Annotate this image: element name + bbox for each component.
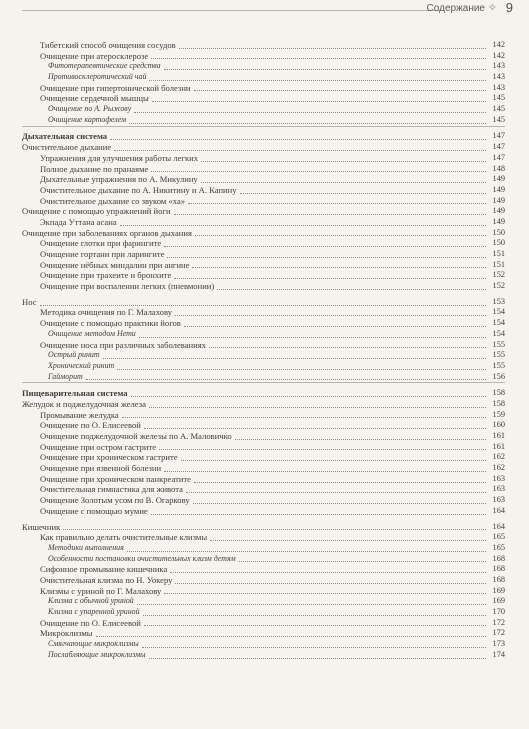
dot-leader (114, 150, 486, 151)
toc-entry[interactable] (22, 104, 505, 115)
toc-entry[interactable] (22, 281, 505, 292)
toc-entry-title: Тибетский способ очищения сосудов (40, 39, 176, 50)
toc-page-number: 164 (492, 521, 505, 531)
toc-page-number: 151 (492, 259, 505, 269)
toc-entry-title: Очищение носа при различных заболеваниях (40, 339, 206, 350)
toc-entry-title: Очищение методом Нети (48, 328, 136, 338)
toc-entry-title: Дыхательная система (22, 131, 108, 142)
toc-page-number: 170 (492, 607, 505, 617)
toc-page-number: 163 (492, 495, 505, 505)
dot-leader (151, 58, 486, 59)
toc-entry[interactable] (22, 238, 505, 249)
dot-leader (164, 246, 486, 247)
toc-entry-title: Клизма с обычной уриной (48, 596, 134, 606)
dot-leader (144, 428, 486, 429)
toc-entry-title: Клизма с упаренной уриной (48, 607, 140, 617)
dot-leader (201, 182, 486, 183)
dot-leader (186, 492, 486, 493)
toc-page-number: 169 (492, 585, 505, 595)
toc-entry-title: Микроклизмы (40, 628, 93, 639)
toc-entry-title: Сифонное промывание кишечника (40, 564, 168, 575)
toc-page-number: 143 (492, 82, 505, 92)
toc-page-number: 172 (492, 628, 505, 638)
toc-entry[interactable] (22, 650, 505, 661)
toc-entry[interactable] (22, 452, 505, 463)
toc-entry[interactable] (22, 442, 505, 453)
toc-page-number: 161 (492, 441, 505, 451)
toc-entry-title: Очищение глотки при фарингите (40, 238, 162, 249)
toc-page-number: 153 (492, 296, 505, 306)
toc-page-number: 163 (492, 473, 505, 483)
toc-entry[interactable] (22, 318, 505, 329)
toc-page-number: 156 (492, 371, 505, 381)
toc-page-number: 155 (492, 360, 505, 370)
toc-entry-title: Методика очищения по Г. Малахову (40, 307, 173, 318)
toc-entry[interactable] (22, 399, 505, 410)
toc-entry-title: Очищение сердечной мышцы (40, 93, 149, 104)
toc-entry[interactable] (22, 61, 505, 72)
toc-entry[interactable] (22, 329, 505, 340)
toc-entry[interactable] (22, 575, 505, 586)
toc-page-number: 168 (492, 574, 505, 584)
toc-entry-title: Очищение при заболеваниях органов дыхания (22, 227, 192, 238)
toc-entry-title: Очищение с помощью практики йогов (40, 318, 181, 329)
toc-page-number: 142 (492, 50, 505, 60)
toc-page-number: 152 (492, 270, 505, 280)
toc-page-number: 145 (492, 114, 505, 124)
toc-entry-title: Очищение Золотым усом по В. Огаркову (40, 495, 190, 506)
dot-leader (201, 161, 486, 162)
toc-entry[interactable] (22, 93, 505, 104)
toc-entry[interactable] (22, 40, 505, 51)
toc-entry[interactable] (22, 115, 505, 126)
dot-leader (179, 48, 486, 49)
toc-entry[interactable] (22, 350, 505, 361)
toc-entry[interactable] (22, 522, 505, 533)
dot-leader (235, 439, 486, 440)
dot-leader (152, 101, 486, 102)
toc-entry-title: Очищение гортани при ларингите (40, 249, 165, 260)
toc-entry-title: Очищение картофелем (48, 114, 127, 124)
toc-entry-title: Очищение при атеросклерозе (40, 50, 149, 61)
toc-entry-title: Нос (22, 296, 37, 307)
toc-section-heading[interactable] (22, 132, 505, 143)
page-number: 9 (505, 0, 513, 15)
toc-entry[interactable] (22, 308, 505, 319)
dot-leader (175, 315, 486, 316)
dot-leader (122, 417, 486, 418)
toc-entry-title: Гайморит (48, 371, 83, 381)
toc-entry[interactable] (22, 532, 505, 543)
toc-entry-title: Очищение поджелудочной железы по А. Маловичко (40, 431, 232, 442)
toc-page-number: 149 (492, 174, 505, 184)
toc-entry-title: Очистительная клизма по Н. Уокеру (40, 574, 173, 585)
dot-leader (103, 358, 486, 359)
dot-leader (164, 471, 486, 472)
toc-entry-title: Очищение при хроническом гастрите (40, 452, 178, 463)
toc-page-number: 164 (492, 505, 505, 515)
header-rule (22, 10, 443, 11)
toc-page-number: 145 (492, 93, 505, 103)
toc-entry-title: Хронический ринит (48, 360, 115, 370)
toc-entry-title: Очищение при язвенной болезни (40, 463, 162, 474)
dot-leader (96, 636, 486, 637)
toc-entry-title: Очищение при воспалении легких (пневмонии) (40, 281, 215, 292)
toc-entry[interactable] (22, 554, 505, 565)
toc-entry-title: Очистительное дыхание со звуком «ха» (40, 195, 186, 206)
toc-entry-title: Очищение с помощью упражнений йоги (22, 206, 171, 217)
dot-leader (194, 482, 486, 483)
toc-entry-title: Полное дыхание по пранаяме (40, 163, 149, 174)
toc-entry-title: Очищение по О. Елисеевой (40, 617, 141, 628)
toc-page-number: 151 (492, 249, 505, 259)
dot-leader (86, 379, 486, 380)
toc-page-number: 158 (492, 398, 505, 408)
toc-page-number: 150 (492, 238, 505, 248)
toc-entry[interactable] (22, 228, 505, 239)
dot-leader (139, 337, 486, 338)
toc-entry-title: Очищение при гипертонической болезни (40, 82, 191, 93)
dot-leader (40, 305, 486, 306)
toc-page-number: 152 (492, 281, 505, 291)
toc-entry[interactable] (22, 185, 505, 196)
toc-section-heading[interactable] (22, 388, 505, 399)
toc-page-number: 142 (492, 39, 505, 49)
toc-entry[interactable] (22, 474, 505, 485)
toc-entry-title: Очищение с помощью мумие (40, 505, 148, 516)
dot-leader (159, 449, 486, 450)
dot-leader (239, 561, 486, 562)
page-header (0, 0, 529, 22)
dot-leader (120, 225, 486, 226)
toc-entry-title: Экпада Уттана асана (40, 216, 117, 227)
toc-entry-title: Смягчающие микроклизмы (48, 639, 139, 649)
toc-page-number: 162 (492, 463, 505, 473)
toc-entry-title: Промывание желудка (40, 409, 119, 420)
toc-entry[interactable] (22, 564, 505, 575)
toc-page-number: 173 (492, 639, 505, 649)
toc-entry[interactable] (22, 297, 505, 308)
toc-entry-title: Противосклеротический чай (48, 72, 147, 82)
toc-page-number: 148 (492, 163, 505, 173)
dot-leader (192, 267, 486, 268)
dot-leader (217, 289, 486, 290)
toc-entry[interactable] (22, 174, 505, 185)
toc-entry-title: Клизмы с уриной по Г. Малахову (40, 585, 162, 596)
toc-page-number: 143 (492, 61, 505, 71)
dot-leader (149, 407, 486, 408)
toc-entry-title: Фитотерапевтические средства (48, 61, 161, 71)
dot-leader (175, 583, 486, 584)
toc-entry[interactable] (22, 372, 505, 383)
dot-leader (63, 529, 486, 530)
toc-entry-title: Пищеварительная система (22, 388, 128, 399)
toc-entry[interactable] (22, 83, 505, 94)
dot-leader (137, 604, 486, 605)
toc-entry[interactable] (22, 639, 505, 650)
dot-leader (174, 214, 486, 215)
toc-entry[interactable] (22, 485, 505, 496)
toc-entry[interactable] (22, 410, 505, 421)
toc-page-number: 161 (492, 431, 505, 441)
toc-page-number: 162 (492, 452, 505, 462)
dot-leader (131, 396, 486, 397)
toc-entry[interactable] (22, 270, 505, 281)
toc-entry[interactable] (22, 596, 505, 607)
toc-entry-title: Очищение при хроническом панкреатите (40, 473, 191, 484)
toc-entry[interactable] (22, 164, 505, 175)
toc-entry[interactable] (22, 420, 505, 431)
toc-entry-title: Очищение при трахеите и бронхите (40, 270, 172, 281)
dot-leader (149, 80, 486, 81)
dot-leader (129, 123, 486, 124)
toc-page-number: 155 (492, 339, 505, 349)
dot-leader (151, 171, 486, 172)
toc-page-number: 163 (492, 484, 505, 494)
toc-page-number: 143 (492, 72, 505, 82)
dot-leader (188, 203, 486, 204)
toc-page-number: 150 (492, 227, 505, 237)
toc-page-number: 154 (492, 328, 505, 338)
dot-leader (164, 69, 486, 70)
toc-page-number: 165 (492, 532, 505, 542)
toc-entry[interactable] (22, 51, 505, 62)
toc-entry-title: Очищение нёбных миндалин при ангине (40, 259, 190, 270)
toc-entry-title: Методики выполнения (48, 542, 124, 552)
toc-entry[interactable] (22, 431, 505, 442)
toc-page-number: 154 (492, 318, 505, 328)
toc-entry[interactable] (22, 543, 505, 554)
toc-entry[interactable] (22, 196, 505, 207)
toc-page-number: 149 (492, 195, 505, 205)
dot-leader (142, 647, 486, 648)
toc-entry-title: Очистительное дыхание по А. Никитину и А. Капину (40, 184, 237, 195)
dot-leader (210, 540, 486, 541)
toc-page-number: 149 (492, 184, 505, 194)
dot-leader (164, 593, 486, 594)
dot-leader (167, 257, 486, 258)
toc-entry[interactable] (22, 260, 505, 271)
toc-entry[interactable] (22, 72, 505, 83)
toc-entry[interactable] (22, 607, 505, 618)
toc-entry[interactable] (22, 586, 505, 597)
toc-entry-title: Очищение по А. Рыжову (48, 104, 132, 114)
toc-entry[interactable] (22, 506, 505, 517)
table-of-contents (22, 40, 505, 661)
toc-entry[interactable] (22, 361, 505, 372)
toc-entry-title: Очистительное дыхание (22, 142, 112, 153)
dot-leader (117, 369, 486, 370)
toc-page-number: 149 (492, 216, 505, 226)
dot-leader (134, 112, 486, 113)
toc-page-number: 149 (492, 206, 505, 216)
dot-leader (144, 625, 486, 626)
toc-entry[interactable] (22, 249, 505, 260)
dot-leader (110, 139, 486, 140)
dot-leader (170, 572, 486, 573)
toc-entry-title: Как правильно делать очистительные клизмы (40, 532, 208, 543)
toc-page-number: 147 (492, 142, 505, 152)
toc-entry[interactable] (22, 142, 505, 153)
dot-leader (151, 514, 486, 515)
toc-page-number: 154 (492, 307, 505, 317)
toc-page-number: 174 (492, 649, 505, 659)
toc-page-number: 160 (492, 420, 505, 430)
dot-leader (193, 503, 486, 504)
dot-leader (240, 193, 486, 194)
toc-page-number: 165 (492, 542, 505, 552)
toc-entry-title: Острый ринит (48, 350, 100, 360)
toc-entry[interactable] (22, 495, 505, 506)
dot-leader (174, 278, 486, 279)
dot-leader (127, 551, 486, 552)
toc-page-number: 147 (492, 131, 505, 141)
toc-page-number: 172 (492, 617, 505, 627)
toc-page-number: 169 (492, 596, 505, 606)
ornament-icon: ✧ (487, 1, 497, 14)
toc-entry-title: Особенности постановки очистительных клизм детям (48, 553, 236, 563)
dot-leader (143, 615, 486, 616)
toc-page-number: 145 (492, 104, 505, 114)
toc-entry-title: Очистительная гимнастика для живота (40, 484, 183, 495)
toc-entry-title: Кишечник (22, 521, 61, 532)
running-head-title: Содержание (426, 3, 485, 14)
dot-leader (181, 460, 486, 461)
toc-entry[interactable] (22, 628, 505, 639)
dot-leader (194, 90, 486, 91)
toc-entry-title: Очищение по О. Елисеевой (40, 420, 141, 431)
dot-leader (195, 235, 486, 236)
toc-page-number: 159 (492, 409, 505, 419)
toc-entry[interactable] (22, 153, 505, 164)
toc-page-number: 168 (492, 553, 505, 563)
toc-entry-title: Дыхательные упражнения по А. Микулину (40, 174, 198, 185)
toc-entry[interactable] (22, 206, 505, 217)
toc-entry[interactable] (22, 463, 505, 474)
toc-entry-title: Очищение при остром гастрите (40, 441, 157, 452)
toc-entry[interactable] (22, 618, 505, 629)
dot-leader (184, 326, 486, 327)
toc-entry[interactable] (22, 340, 505, 351)
toc-entry-title: Послабляющие микроклизмы (48, 649, 146, 659)
toc-entry-title: Упражнения для улучшения работы легких (40, 152, 199, 163)
toc-page-number: 158 (492, 388, 505, 398)
toc-entry[interactable] (22, 217, 505, 228)
dot-leader (209, 347, 486, 348)
dot-leader (149, 658, 486, 659)
toc-entry-title: Желудок и поджелудочная железа (22, 398, 146, 409)
toc-page-number: 147 (492, 152, 505, 162)
toc-page-number: 155 (492, 350, 505, 360)
toc-page-number: 168 (492, 564, 505, 574)
